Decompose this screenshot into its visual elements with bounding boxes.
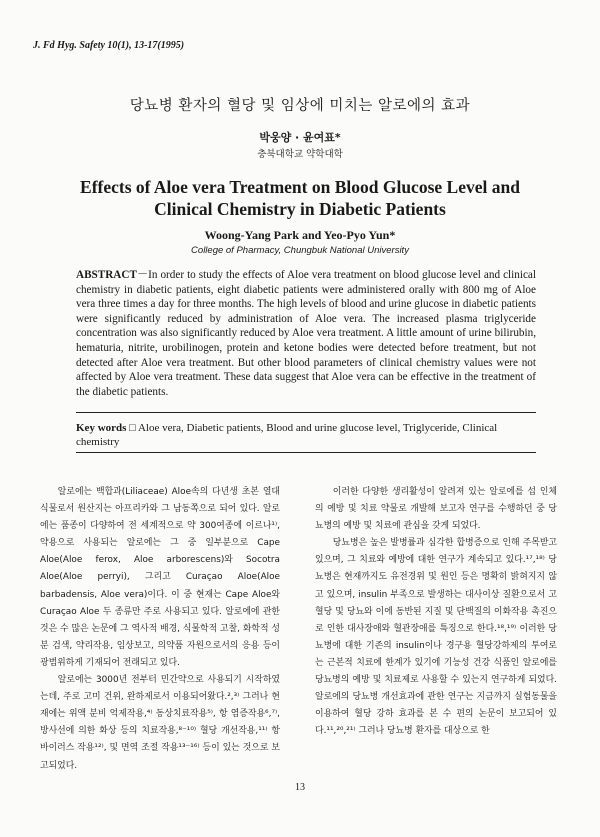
keywords bbox=[76, 421, 536, 449]
keywords-top-rule bbox=[76, 412, 536, 413]
page-number: 13 bbox=[295, 782, 305, 793]
keywords-bottom-rule bbox=[76, 452, 536, 453]
abstract-label: ABSTRACT bbox=[76, 269, 137, 281]
body-paragraph: 이러한 다양한 생리활성이 알려져 있는 알로에를 섭 인체의 예방 및 치료 약물로 개발해 보고자 연구를 수행하던 중 당뇨병의 예방 및 치료에 관심을 갖게 되었다. bbox=[315, 487, 557, 532]
body-column-left bbox=[40, 484, 280, 775]
body-paragraph: 알로에는 백합과(Liliaceae) Aloe속의 다년생 초본 열대 식물로서 원산지는 아프리카와 그 남동쪽으로 되어 있다. 알로에는 품종이 다양하여 전 세계적으로 약 300여종에 이르나¹⁾, 약용으로 사용되는 알로에는 그 중 일부분으로 Cape Aloe(Aloe ferox, Aloe arborescens)와 Socotra Aloe(Aloe perryi), 그리고 Curaçao Aloe(Aloe barbadensis, Aloe vera)이다. 이 중 현재는 Cape Aloe와 Curaçao Aloe 두 종류만 주로 사용되고 있다. 알로에에 관한 것은 수 많은 논문에 그 역사적 배경, 식물학적 고찰, 화학적 성분 검색, 약리작용, 임상보고, 의약품 자원으로서의 응용 등이 광범위하게 기재되어 전래되고 있다. bbox=[40, 487, 280, 668]
english-title-line-1: Effects of Aloe vera Treatment on Blood Glucose Level and bbox=[80, 177, 520, 197]
english-title-line-2: Clinical Chemistry in Diabetic Patients bbox=[154, 199, 446, 219]
korean-title: 당뇨병 환자의 혈당 및 임상에 미치는 알로에의 효과 bbox=[129, 98, 471, 114]
abstract bbox=[76, 268, 536, 399]
korean-affiliation: 충북대학교 약학대학 bbox=[257, 149, 343, 160]
journal-citation: J. Fd Hyg. Safety 10(1), 13-17(1995) bbox=[33, 40, 185, 51]
english-authors: Woong-Yang Park and Yeo-Pyo Yun* bbox=[204, 228, 396, 242]
english-title bbox=[40, 176, 560, 220]
korean-authors: 박웅양 · 윤여표* bbox=[259, 131, 341, 144]
body-column-right bbox=[315, 484, 557, 740]
keywords-text: □ Aloe vera, Diabetic patients, Blood and urine glucose level, Triglyceride, Clinical chemistry bbox=[76, 422, 498, 448]
english-affiliation: College of Pharmacy, Chungbuk National University bbox=[191, 245, 409, 256]
body-paragraph: 알로에는 3000년 전부터 민간약으로 사용되기 시작하였는데, 주로 고미 건위, 완하제로서 이용되어왔다.²,³⁾ 그러나 현재에는 위액 분비 억제작용,⁴⁾ 동상치료작용⁵⁾, 항 염증작용⁶,⁷⁾, 방사선에 의한 화상 등의 치료작용,⁸⁻¹⁰⁾ 혈당 개선작용,¹¹⁾ 항바이러스 작용¹²⁾, 및 면역 조절 작용¹³⁻¹⁶⁾ 등이 있는 것으로 보고되었다. bbox=[40, 675, 280, 771]
abstract-text: －In order to study the effects of Aloe vera treatment on blood glucose level and clinical chemistry in diabetic patients, eight diabetic patients were administered orally with 800 mg of Aloe vera three times a day for three months. The high levels of blood and urine glucose in diabetic patients were significantly reduced by administration of Aloe vera. The increased plasma triglyceride concentration was also significantly reduced by Aloe vera treatment. A little amount of urine bilirubin, hematuria, nitrite, urobilinogen, protein and ketone bodies were detected before treatment, but not detected after Aloe vera treatment. But other blood parameters of clinical chemistry values were not affected by Aloe vera treatment. These data suggest that Aloe vera can be effective in the treatment of the diabetic patients. bbox=[76, 269, 536, 398]
body-paragraph: 당뇨병은 높은 발병률과 심각한 합병증으로 인해 주목받고 있으며, 그 치료와 예방에 대한 연구가 계속되고 있다.¹⁷,¹⁸⁾ 당뇨병은 현재까지도 유전경위 및 원인 등은 명확히 밝혀지지 않고 있으며, insulin 부족으로 발생하는 대사이상 질환으로서 고혈당 및 당뇨와 이에 동반된 지질 및 단백질의 이화작용 촉진으로 인한 대사장애와 혈관장애를 특징으로 한다.¹⁸,¹⁹⁾ 이러한 당뇨병에 대한 기존의 insulin이나 경구용 혈당강하제의 투여로는 근본적 치료에 한계가 있기에 기능성 건강 식품인 알로에를 당뇨병의 예방 및 치료제로 사용할 수 있는지 연구하게 되었다. 알로에의 당뇨병 개선효과에 관한 연구는 지금까지 실험동물을 이용하여 혈당 강하 효과를 본 수 편의 논문이 보고되어 있다.¹¹,²⁰,²¹⁾ 그러나 당뇨병 환자를 대상으로 한 bbox=[315, 538, 557, 737]
keywords-label: Key words bbox=[76, 422, 127, 434]
